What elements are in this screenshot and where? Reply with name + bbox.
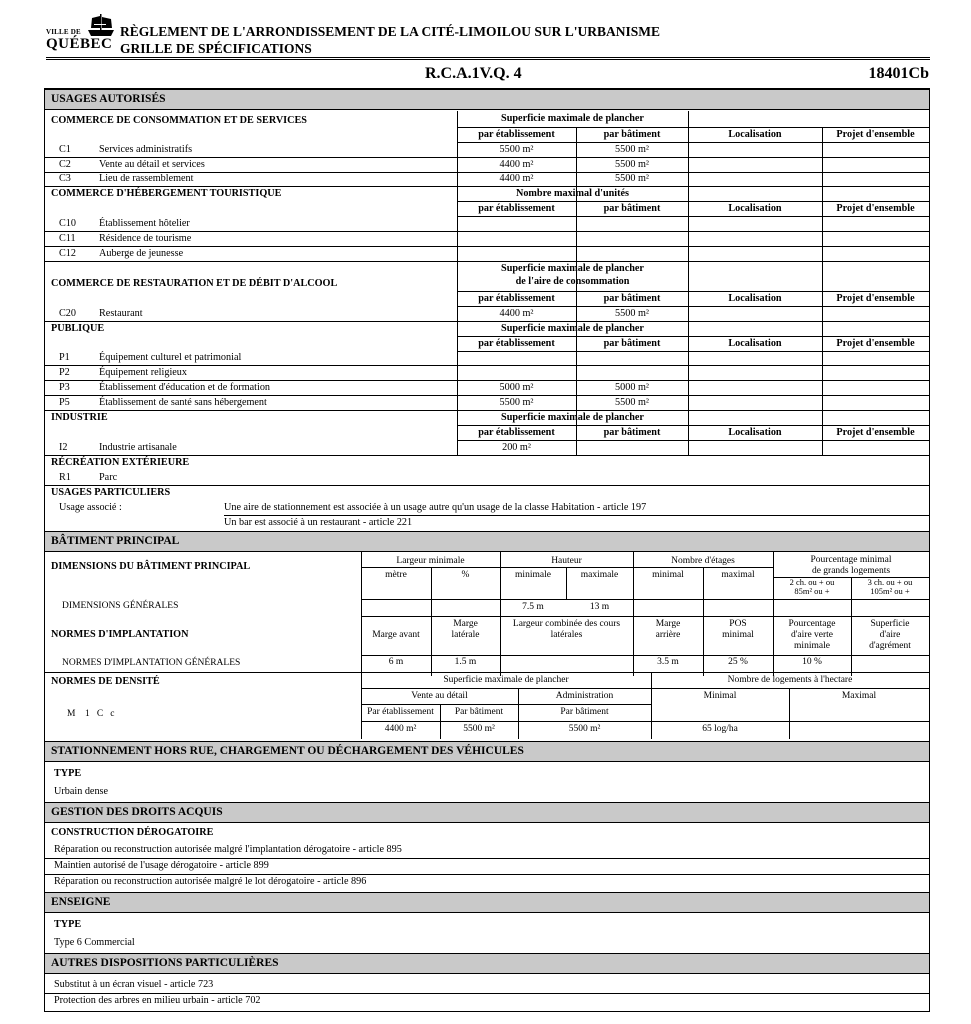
enseigne-type-value: Type 6 Commercial <box>54 937 135 948</box>
sub-minimale: minimale <box>515 570 551 580</box>
usage-code: C1 <box>59 144 71 155</box>
n-pos: minimal <box>722 630 754 640</box>
col-projet-ensemble: Projet d'ensemble <box>836 293 915 304</box>
usage-label: Établissement d'éducation et de formation <box>99 382 271 393</box>
usage-code: C11 <box>59 233 76 244</box>
specification-grid <box>44 88 930 1012</box>
grid-line <box>457 291 929 292</box>
col-par-etablissement: par établissement <box>478 427 555 438</box>
d-administration: Administration <box>555 691 614 701</box>
n-superficie-agrement: d'aire <box>879 630 901 640</box>
d-admin-bat-value: 5500 m² <box>568 724 601 734</box>
group-header: Nombre maximal d'unités <box>515 188 629 199</box>
section-stationnement: STATIONNEMENT HORS RUE, CHARGEMENT OU DÉCHARGEMENT DES VÉHICULES <box>45 741 929 762</box>
col-par-batiment: par bâtiment <box>603 203 661 214</box>
usage-value: 5500 m² <box>499 397 534 408</box>
n-superficie-agrement: Superficie <box>870 619 910 629</box>
stationnement-type-value: Urbain dense <box>54 786 109 797</box>
usage-label: Services administratifs <box>99 144 193 155</box>
logo-quebec-text: QUÉBEC <box>46 36 113 52</box>
col-localisation: Localisation <box>728 203 782 214</box>
usage-value: 5500 m² <box>615 397 649 408</box>
block-title-commerce-hebergement: COMMERCE D'HÉBERGEMENT TOURISTIQUE <box>51 188 282 199</box>
grid-line <box>361 688 929 689</box>
col-projet-ensemble: Projet d'ensemble <box>836 129 915 140</box>
block-title-commerce-restauration: COMMERCE DE RESTAURATION ET DE DÉBIT D'ALCOOL <box>51 278 338 289</box>
sub-pct: % <box>461 570 470 580</box>
grid-line <box>457 142 929 143</box>
section-batiment-principal: BÂTIMENT PRINCIPAL <box>45 531 929 552</box>
d-nombre-logements: Nombre de logements à l'hectare <box>727 675 853 685</box>
grid-line <box>45 410 929 411</box>
normes-implantation-title: NORMES D'IMPLANTATION <box>51 629 189 640</box>
grid-line <box>361 616 929 617</box>
densite-title: NORMES DE DENSITÉ <box>51 676 160 687</box>
usage-label: Lieu de rassemblement <box>99 173 194 184</box>
dimensions-title: DIMENSIONS DU BÂTIMENT PRINCIPAL <box>51 561 251 572</box>
usage-code: C12 <box>59 248 76 259</box>
d-par-batiment: Par bâtiment <box>454 707 504 717</box>
usage-code: R1 <box>59 472 71 483</box>
d-vente-bat-value: 5500 m² <box>463 724 495 734</box>
usage-code: P3 <box>59 382 70 393</box>
usage-label: Établissement de santé sans hébergement <box>99 397 267 408</box>
n-pos: POS <box>729 619 747 629</box>
dim-hauteur-min: 7.5 m <box>522 602 544 612</box>
d-par-batiment-admin: Par bâtiment <box>560 707 609 717</box>
usage-code: P1 <box>59 352 70 363</box>
grid-line <box>45 993 929 994</box>
n-marge-laterale: Marge <box>453 619 478 629</box>
usage-label: Parc <box>99 472 118 483</box>
col-par-etablissement: par établissement <box>478 293 555 304</box>
n-marge-arriere: Marge <box>655 619 681 629</box>
document-subtitle: GRILLE DE SPÉCIFICATIONS <box>120 41 312 56</box>
usage-code: C2 <box>59 159 71 170</box>
usage-code: C10 <box>59 218 76 229</box>
densite-code: M 1 C c <box>67 709 115 719</box>
h-largeur: Largeur minimale <box>396 556 465 566</box>
stationnement-type-label: TYPE <box>54 768 82 779</box>
col-localisation: Localisation <box>728 338 782 349</box>
group-header: Superficie maximale de plancher <box>501 412 644 423</box>
col-par-etablissement: par établissement <box>478 338 555 349</box>
grid-line <box>361 599 929 600</box>
section-autres-dispositions: AUTRES DISPOSITIONS PARTICULIÈRES <box>45 953 929 974</box>
sub-2ch: 2 ch. ou + ou <box>789 577 835 587</box>
droits-line: Maintien autorisé de l'usage dérogatoire - article 899 <box>54 860 269 871</box>
block-title-commerce-consommation: COMMERCE DE CONSOMMATION ET DE SERVICES <box>51 115 307 126</box>
zone-code: 18401Cb <box>868 65 929 82</box>
sub-maximale: maximale <box>580 570 619 580</box>
grid-line <box>45 874 929 875</box>
usage-value: 4400 m² <box>499 308 534 319</box>
city-logo <box>46 12 116 54</box>
usage-label: Établissement hôtelier <box>99 218 190 229</box>
usage-value: 200 m² <box>502 442 531 453</box>
col-localisation: Localisation <box>728 427 782 438</box>
grid-line <box>457 336 929 337</box>
col-projet-ensemble: Projet d'ensemble <box>836 427 915 438</box>
ng-marge-laterale: 1.5 m <box>454 657 477 667</box>
grid-line <box>45 380 929 381</box>
col-par-etablissement: par établissement <box>478 129 555 140</box>
usage-code: P5 <box>59 397 70 408</box>
grid-line <box>361 704 651 705</box>
sub-minimal: minimal <box>652 570 684 580</box>
n-pct-aire-verte: d'aire verte <box>790 630 834 640</box>
grid-line <box>688 111 689 455</box>
regulation-code: R.C.A.1V.Q. 4 <box>425 65 522 82</box>
grid-line <box>45 231 929 232</box>
usage-code: C20 <box>59 308 76 319</box>
block-title-publique: PUBLIQUE <box>51 323 105 334</box>
usage-associe-label: Usage associé : <box>59 502 122 513</box>
h-pourcentage: de grands logements <box>811 566 891 576</box>
usage-value: 5000 m² <box>499 382 534 393</box>
d-vente-etab-value: 4400 m² <box>384 724 417 734</box>
grid-line <box>45 858 929 859</box>
usage-code: P2 <box>59 367 70 378</box>
dim-hauteur-max: 13 m <box>589 602 610 612</box>
usage-value: 5000 m² <box>615 382 649 393</box>
droits-line: Réparation ou reconstruction autorisée malgré l'implantation dérogatoire - article 895 <box>54 844 402 855</box>
col-projet-ensemble: Projet d'ensemble <box>836 203 915 214</box>
header-rule <box>46 57 930 58</box>
sub-maximal: maximal <box>721 570 755 580</box>
grid-line <box>457 201 929 202</box>
usage-value: 4400 m² <box>499 159 534 170</box>
grid-line <box>45 672 929 673</box>
col-par-batiment: par bâtiment <box>603 293 661 304</box>
grid-line <box>45 157 929 158</box>
enseigne-type-label: TYPE <box>54 919 82 930</box>
normes-generales-label: NORMES D'IMPLANTATION GÉNÉRALES <box>62 658 241 668</box>
col-localisation: Localisation <box>728 293 782 304</box>
usage-associe-line: Un bar est associé à un restaurant - article 221 <box>224 517 413 528</box>
grid-line <box>224 515 929 516</box>
usage-code: C3 <box>59 173 71 184</box>
grid-line <box>45 261 929 262</box>
grid-line <box>45 455 929 456</box>
section-droits-acquis: GESTION DES DROITS ACQUIS <box>45 802 929 823</box>
usage-value: 5500 m² <box>615 159 649 170</box>
d-minimal: Minimal <box>703 691 737 701</box>
autres-line: Substitut à un écran visuel - article 723 <box>54 979 214 990</box>
droits-subtitle: CONSTRUCTION DÉROGATOIRE <box>51 827 214 838</box>
usage-label: Vente au détail et services <box>99 159 205 170</box>
h-etages: Nombre d'étages <box>671 556 735 566</box>
grid-line <box>457 440 929 441</box>
d-par-etablissement: Par établissement <box>367 707 434 717</box>
usage-label: Industrie artisanale <box>99 442 177 453</box>
grid-line <box>45 365 929 366</box>
n-marge-arriere: arrière <box>655 630 681 640</box>
grid-line <box>45 395 929 396</box>
group-header: Superficie maximale de plancher <box>501 113 644 124</box>
usage-value: 5500 m² <box>615 308 649 319</box>
n-pct-aire-verte: minimale <box>794 641 830 651</box>
block-title-industrie: INDUSTRIE <box>51 412 108 423</box>
group-header: de l'aire de consommation <box>515 276 630 287</box>
ng-marge-arriere: 3.5 m <box>657 657 679 667</box>
sub-3ch: 105m² ou + <box>870 586 910 596</box>
col-par-batiment: par bâtiment <box>603 427 661 438</box>
n-largeur-combinee: Largeur combinée des cours <box>512 619 621 629</box>
usage-value: 5500 m² <box>499 144 534 155</box>
ng-marge-avant: 6 m <box>388 657 404 667</box>
d-maximal: Maximal <box>841 691 877 701</box>
grid-line <box>457 351 929 352</box>
grid-line <box>457 425 929 426</box>
autres-line: Protection des arbres en milieu urbain - article 702 <box>54 995 261 1006</box>
grid-line <box>361 567 773 568</box>
n-marge-laterale: latérale <box>451 630 480 640</box>
dimensions-generales-label: DIMENSIONS GÉNÉRALES <box>62 601 179 611</box>
grid-line <box>45 485 929 486</box>
usage-label: Équipement culturel et patrimonial <box>99 352 242 363</box>
block-title-recreation: RÉCRÉATION EXTÉRIEURE <box>51 457 190 468</box>
n-pct-aire-verte: Pourcentage <box>788 619 836 629</box>
grid-line <box>457 216 929 217</box>
h-hauteur: Hauteur <box>551 556 582 566</box>
grid-line <box>45 246 929 247</box>
n-largeur-combinee: latérales <box>550 630 583 640</box>
d-vente-detail: Vente au détail <box>411 691 468 701</box>
ship-icon <box>86 12 116 38</box>
d-minimal-value: 65 log/ha <box>702 724 738 734</box>
grid-line <box>457 306 929 307</box>
grid-line <box>361 655 929 656</box>
sub-metre: mètre <box>385 570 407 580</box>
logo-ville-text: VILLE DE <box>46 28 81 36</box>
col-par-batiment: par bâtiment <box>603 129 661 140</box>
usage-label: Équipement religieux <box>99 367 187 378</box>
grid-line <box>361 721 929 722</box>
usage-label: Résidence de tourisme <box>99 233 192 244</box>
droits-line: Réparation ou reconstruction autorisée malgré le lot dérogatoire - article 896 <box>54 876 367 887</box>
section-enseigne: ENSEIGNE <box>45 892 929 913</box>
document-title: RÈGLEMENT DE L'ARRONDISSEMENT DE LA CITÉ-LIMOILOU SUR L'URBANISME <box>120 24 660 39</box>
group-header: Superficie maximale de plancher <box>501 263 644 274</box>
ng-aire-verte: 10 % <box>802 657 822 667</box>
usage-label: Auberge de jeunesse <box>99 248 184 259</box>
col-localisation: Localisation <box>728 129 782 140</box>
section-usages-autorises: USAGES AUTORISÉS <box>45 89 929 110</box>
usage-associe-line: Une aire de stationnement est associée à un usage autre qu'un usage de la classe Habitation - article 197 <box>224 502 647 513</box>
sub-2ch: 85m² ou + <box>794 586 830 596</box>
grid-line <box>457 127 929 128</box>
usage-code: I2 <box>59 442 68 453</box>
group-header: Superficie maximale de plancher <box>501 323 644 334</box>
usage-value: 4400 m² <box>499 173 534 184</box>
usage-value: 5500 m² <box>615 173 649 184</box>
col-par-etablissement: par établissement <box>478 203 555 214</box>
d-superficie-max: Superficie maximale de plancher <box>443 675 569 685</box>
grid-line <box>45 321 929 322</box>
h-pourcentage: Pourcentage minimal <box>810 555 892 565</box>
usage-label: Restaurant <box>99 308 143 319</box>
grid-line <box>45 186 929 187</box>
n-marge-avant: Marge avant <box>372 630 420 640</box>
sub-3ch: 3 ch. ou + ou <box>867 577 913 587</box>
ng-pos: 25 % <box>728 657 748 667</box>
header-rule <box>46 59 930 60</box>
usage-value: 5500 m² <box>615 144 649 155</box>
block-title-usages-particuliers: USAGES PARTICULIERS <box>51 487 171 498</box>
n-superficie-agrement: d'agrément <box>869 641 911 651</box>
col-projet-ensemble: Projet d'ensemble <box>836 338 915 349</box>
col-par-batiment: par bâtiment <box>603 338 661 349</box>
